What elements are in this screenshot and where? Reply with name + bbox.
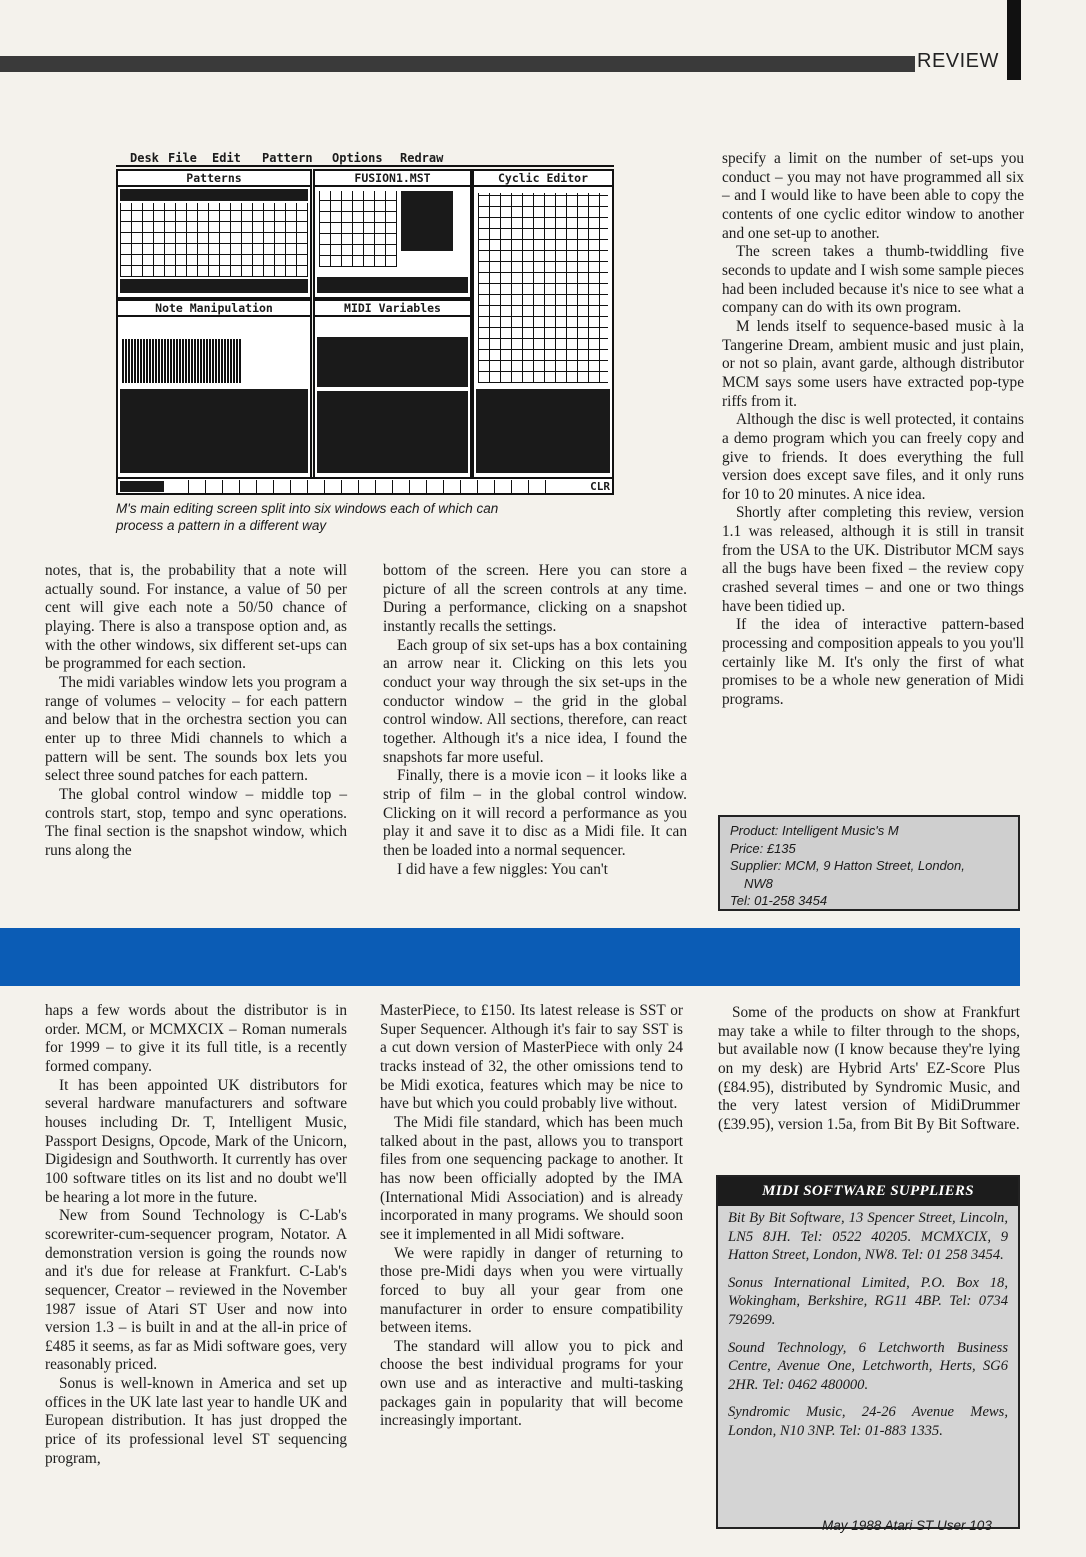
paragraph: Although the disc is well protected, it contains a demo program which you can freely copy and give to friends. It does everything the full version does except save files, and it only runs for 10 to 20 minutes. A nice idea. xyxy=(722,411,1024,503)
menu-edit[interactable]: Edit xyxy=(212,151,241,165)
snapshot-strip[interactable] xyxy=(116,477,614,495)
header-rule xyxy=(0,56,915,72)
paragraph: The global control window – middle top – controls start, stop, tempo and sync operations. The final section is the snapshot window, which runs along the xyxy=(45,785,347,859)
fusion-title: FUSION1.MST xyxy=(315,171,470,187)
patterns-grid[interactable] xyxy=(120,203,308,277)
paragraph: If the idea of interactive pattern-based processing and composition appeals to you you'll certainly like M. It's only the first of what promises to be a whole new generation of Midi programs. xyxy=(722,616,1024,709)
snapshot-slots[interactable] xyxy=(188,480,558,493)
product-line: Product: Intelligent Music's M xyxy=(730,823,899,838)
paragraph: The Midi file standard, which has been much talked about in the past, allows you to transport files from one sequencing package to another. It has now been officially adopted by the IMA (International Midi Association) and is already incorporated in many programs. We should soon see it implemented in all Midi software. xyxy=(380,1113,683,1243)
movie-icon[interactable] xyxy=(120,481,164,492)
menu-redraw[interactable]: Redraw xyxy=(400,151,444,165)
cyclic-title: Cyclic Editor xyxy=(474,171,612,187)
cyclic-controls xyxy=(476,389,610,473)
supplier-entry: Sound Technology, 6 Letchworth Business Centre, Avenue One, Letchworth, Herts, SG6 2HR. Tel: 0462 480000. xyxy=(728,1339,1008,1393)
top-column-2 xyxy=(383,562,687,879)
menu-options[interactable]: Options xyxy=(332,151,383,165)
paragraph: Sonus is well-known in America and set up offices in the UK late last year to handle UK and European distribution. It has just dropped the price of its professional level ST sequencing program, xyxy=(45,1375,347,1467)
cyclic-grid[interactable] xyxy=(478,193,608,383)
suppliers-title: MIDI SOFTWARE SUPPLIERS xyxy=(718,1177,1018,1206)
paragraph: I did have a few niggles: You can't xyxy=(397,860,608,878)
paragraph: MasterPiece, to £150. Its latest release is SST or Super Sequencer. Although it's fair to say SST is a cut down version of MasterPiece with only 24 tracks instead of 32, the other omissions tend to be Midi exotica, features which may be nice to have but which you could probably live without. xyxy=(380,1002,683,1113)
clear-button[interactable]: CLR xyxy=(590,480,610,493)
suppliers-box xyxy=(716,1175,1020,1529)
conductor-grid[interactable] xyxy=(319,191,397,267)
paragraph: Each group of six set-ups has a box containing an arrow near it. Clicking on this lets you conduct your way through the six set-ups in the conductor window – the grid in the global control window. All sections, therefore, can react together. Although it's a nice idea, I found the snapshots far more useful. xyxy=(383,636,687,766)
cyclic-editor-window[interactable] xyxy=(472,169,614,479)
menu-file[interactable]: File xyxy=(168,151,197,165)
paragraph: New from Sound Technology is C-Lab's scorewriter-cum-sequencer program, Notator. A demonstration version is going the rounds now and it's due for release at Frankfurt. C-Lab's sequencer, Creator – reviewed in the November 1987 issue of Atari ST User and now into version 1.3 – is built in and at the all-in price of £485 it seems, as far as Midi software goes, very reasonably priced. xyxy=(45,1207,347,1374)
bottom-column-1 xyxy=(45,1002,347,1468)
paragraph: notes, that is, the probability that a note will actually sound. For instance, a value of 50 per cent will give each note a 50/50 chance of playing. There is also a transpose option and, as with the other windows, six different set-ups can be programmed for each section. xyxy=(45,562,347,673)
page-footer: May 1988 Atari ST User 103 xyxy=(822,1518,992,1533)
figure-caption: M's main editing screen split into six windows each of which can process a pattern in a different way xyxy=(116,501,499,533)
paragraph: It has been appointed UK distributors for several hardware manufacturers and software houses including Dr. T, Intelligent Music, Passport Designs, Opcode, Mark of the Unicorn, Digidesign and Southworth. It currently has over 100 software titles on its list and no doubt we'll be hearing a lot more in the future. xyxy=(45,1076,347,1206)
paragraph: The screen takes a thumb-twiddling five seconds to update and I wish some sample pieces had been included because it's nice to see what a company can do with its own program. xyxy=(722,243,1024,317)
bottom-column-2 xyxy=(380,1002,683,1431)
tel-line: Tel: 01-258 3454 xyxy=(730,893,828,908)
patterns-title: Patterns xyxy=(118,171,310,187)
supplier-entry: Sonus International Limited, P.O. Box 18, Wokingham, Berkshire, RG11 4BP. Tel: 0734 792699. xyxy=(728,1274,1008,1328)
supplier-entry: Bit By Bit Software, 13 Spencer Street, Lincoln, LN5 8JH. Tel: 0522 40205. MCMXCIX, 9 Hatton Street, London, NW8. Tel: 01 258 3454. xyxy=(728,1210,1008,1264)
paragraph: The midi variables window lets you program a range of volumes – velocity – for each pattern and below that in the orchestra section you can enter up to three Midi channels to which a pattern will be sent. The sounds box lets you select three sound patches for each pattern. xyxy=(45,673,347,785)
price-line: Price: £135 xyxy=(730,840,796,856)
page-edge-tab xyxy=(1007,0,1021,80)
paragraph: The standard will allow you to pick and choose the best individual programs for your own use and as interactive and multi-tasking packages gain in popularity that will become increasingly important. xyxy=(380,1337,683,1430)
midi-variables-window[interactable] xyxy=(313,299,472,479)
paragraph: haps a few words about the distributor is in order. MCM, or MCMXCIX – Roman numerals for 1999 – to give it its full title, is a recently formed company. xyxy=(45,1002,347,1075)
paragraph: We were rapidly in danger of returning to those pre-Midi days when you were virtually forced to buy all your gear from one manufacturer in order to ensure compatibility between items. xyxy=(380,1244,683,1337)
paragraph: Finally, there is a movie icon – it looks like a strip of film – in the global control window. Clicking on it will record a performance as you play it and save it to disc as a Midi file. It can then be loaded into a normal sequencer. xyxy=(383,767,687,859)
bottom-column-3 xyxy=(718,1004,1020,1135)
menu-desk[interactable]: Desk xyxy=(130,151,159,165)
paragraph: M lends itself to sequence-based music à la Tangerine Dream, ambient music and just plain, or not so plain, avant garde, although distributor MCM says some users have extracted pop-type riffs from it. xyxy=(722,317,1024,410)
screenshot-figure xyxy=(116,147,614,497)
paragraph: Some of the products on show at Frankfurt may take a while to filter through to the shops, but available now (I know because they're lying on my desk) are Hybrid Arts' EZ-Score Plus (£84.95), distributed by Syndromic Music, and the very latest version of MidiDrummer (£39.95), version 1.5a, from Bit By Bit Software. xyxy=(718,1004,1020,1133)
global-control-window[interactable] xyxy=(313,169,472,299)
paragraph: specify a limit on the number of set-ups you conduct – you may not have programmed all six – and I would like to have been able to copy the contents of one cyclic editor window to another and one set-up to another. xyxy=(722,150,1024,242)
paragraph: bottom of the screen. Here you can store a picture of all the screen controls at any time. During a performance, clicking on a snapshot instantly recalls the settings. xyxy=(383,562,687,635)
product-box xyxy=(718,815,1020,911)
note-manipulation-window[interactable] xyxy=(116,299,312,479)
section-tag: REVIEW xyxy=(917,50,999,72)
blue-divider-band xyxy=(0,928,1020,986)
note-title: Note Manipulation xyxy=(118,301,310,317)
supplier-line: Supplier: MCM, 9 Hatton Street, London, xyxy=(730,858,965,873)
top-column-1 xyxy=(45,562,347,861)
menu-bar xyxy=(116,147,614,167)
patterns-window[interactable] xyxy=(116,169,312,299)
paragraph: Shortly after completing this review, version 1.1 was released, although it is still in transit from the USA to the UK. Distributor MCM says all the bugs have been fixed – the review copy crashed several times – and one or two things have been tidied up. xyxy=(722,504,1024,615)
menu-pattern[interactable]: Pattern xyxy=(262,151,313,165)
top-column-3 xyxy=(722,150,1024,710)
supplier-entry: Syndromic Music, 24-26 Avenue Mews, London, N10 3NP. Tel: 01-883 1335. xyxy=(728,1404,1008,1439)
pattern-letters-bar[interactable] xyxy=(120,279,308,293)
midi-title: MIDI Variables xyxy=(315,301,470,317)
supplier-line-2: NW8 xyxy=(744,875,773,891)
